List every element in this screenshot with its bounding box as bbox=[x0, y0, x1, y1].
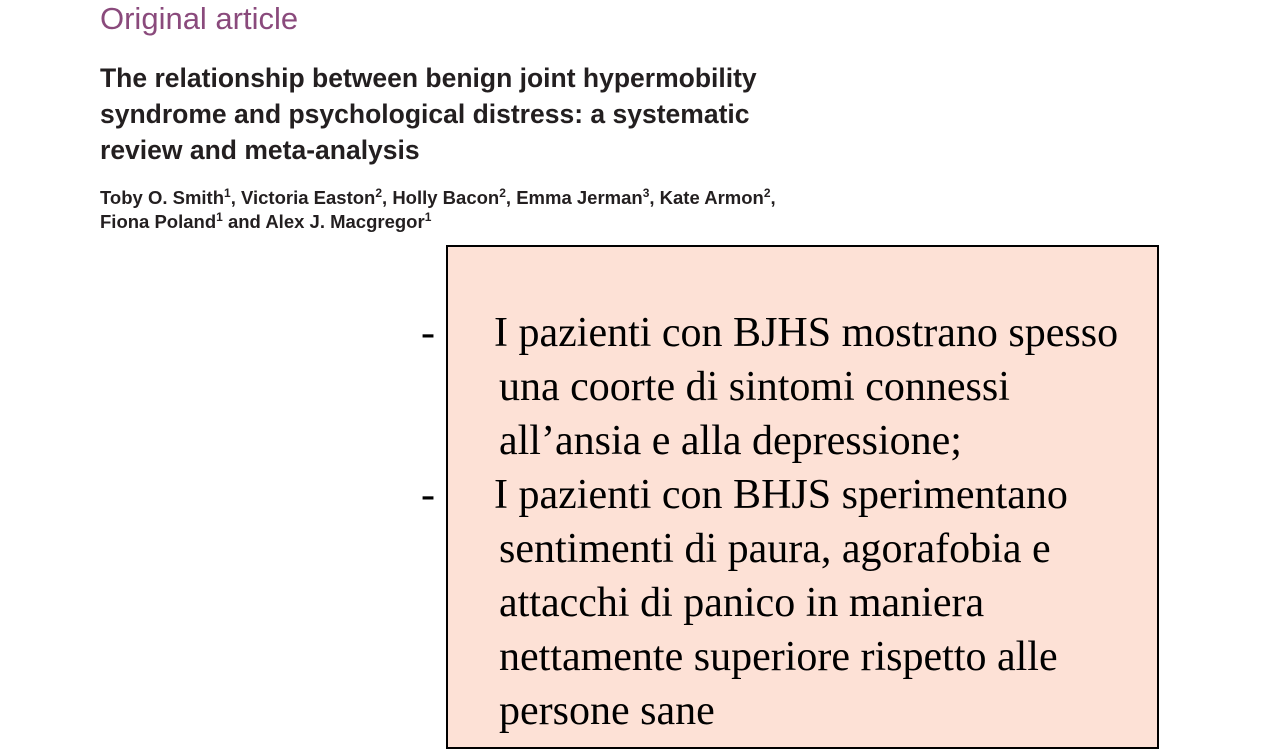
author-affiliation: 1 bbox=[424, 210, 432, 224]
author-separator: , bbox=[505, 187, 517, 208]
section-label: Original article bbox=[100, 1, 299, 36]
author-affiliation: 2 bbox=[375, 186, 383, 200]
author-name: Victoria Easton bbox=[241, 187, 376, 208]
author-line bbox=[100, 186, 776, 210]
point-line: nettamente superiore rispetto alle bbox=[499, 634, 1058, 680]
author-affiliation: 1 bbox=[216, 210, 223, 224]
author-name: Kate Armon bbox=[659, 187, 764, 208]
author-separator: , bbox=[230, 187, 241, 208]
author-separator: , bbox=[382, 187, 393, 208]
author-affiliation: 1 bbox=[224, 186, 231, 200]
point-line: una coorte di sintomi connessi bbox=[499, 364, 1010, 410]
bullet-marker: - bbox=[421, 310, 435, 356]
point-line: I pazienti con BJHS mostrano spesso bbox=[494, 310, 1119, 356]
author-affiliation: 2 bbox=[499, 186, 506, 200]
author-list bbox=[100, 186, 776, 234]
point-line: sentimenti di paura, agorafobia e bbox=[499, 526, 1051, 572]
title-line: The relationship between benign joint hypermobility bbox=[100, 63, 757, 93]
author-name: Emma Jerman bbox=[516, 187, 643, 208]
author-affiliation: 2 bbox=[763, 186, 771, 200]
author-name: Alex J. Macgregor bbox=[265, 211, 425, 232]
author-separator: , bbox=[649, 187, 660, 208]
author-name: Toby O. Smith bbox=[100, 187, 225, 208]
author-name: Fiona Poland bbox=[100, 211, 217, 232]
author-separator: and bbox=[222, 211, 266, 232]
author-line bbox=[100, 210, 776, 234]
point-line: persone sane bbox=[499, 688, 715, 734]
point-line: attacchi di panico in maniera bbox=[499, 580, 985, 626]
author-separator: , bbox=[770, 187, 776, 208]
point-line: all’ansia e alla depressione; bbox=[499, 418, 962, 464]
bullet-marker: - bbox=[421, 472, 435, 518]
point-line: I pazienti con BHJS sperimentano bbox=[494, 472, 1068, 518]
title-line: syndrome and psychological distress: a systematic bbox=[100, 99, 750, 129]
title-line: review and meta-analysis bbox=[100, 135, 420, 165]
article-title bbox=[100, 60, 860, 168]
author-name: Holly Bacon bbox=[392, 187, 500, 208]
author-affiliation: 3 bbox=[642, 186, 650, 200]
